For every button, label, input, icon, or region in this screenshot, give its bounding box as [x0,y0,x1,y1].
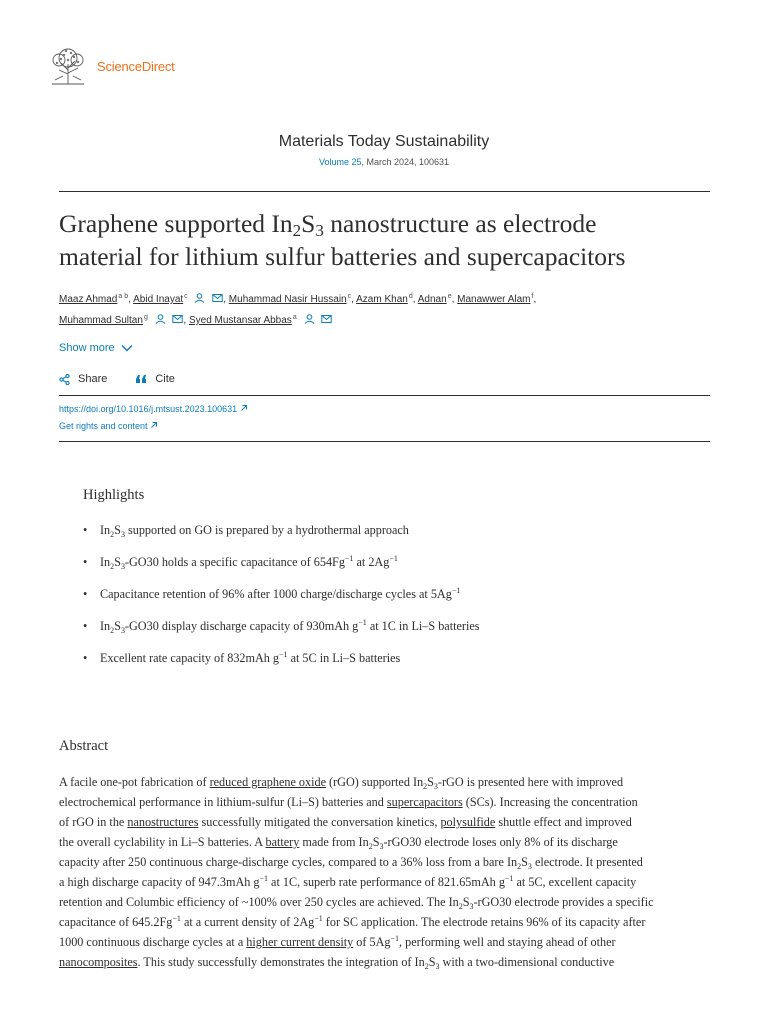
issue-info: , March 2024, 100631 [361,157,450,167]
person-icon[interactable] [155,314,166,324]
article-actions [59,373,175,385]
author-link[interactable]: Adnan [417,294,447,305]
highlight-item: • Capacitance retention of 96% after 1000 charge/discharge cycles at $5Ag^{-1}$ [83,586,461,601]
abstract-body: A facile one-pot fabrication of reduced graphene oxide (rGO) supported $In_2S_3$-rGO is presented here with improved electrochemical performance in lithium-sulfur (Li–S) batteries and supercapacitors (SCs). Increasing the concentration of rGO in the nanostructures successfully mitigated the conversation kinetics, polysulfide shuttle effect and improved the overall cyclability in Li–S batteries. A battery made from $In_2S_3-rGO30$ electrode loses only 8% of its discharge capacity after 250 continuous charge-discharge cycles, compared to a 36% loss from a bare $In_2S_3$ electrode. It presented a high discharge capacity of 947.3mAh $g^{-1}$ at 1C, superb rate performance of 821.65mAh $g^{-1}$ at 5C, excellent capacity retention and Columbic efficiency of ~100% over 250 cycles are achieved. The $In_2S_3-rGO30$ electrode provides a specific capacitance of $645.2Fg^{-1}$ at a current density of $2Ag^{-1}$ for SC application. The electrode retains 96% of its capacity after 1000 continuous discharge cycles at a higher current density of $5Ag^{-1}$, performing well and staying ahead of other nanocomposites. This study successfully demonstrates the integration of $In_2S_3$ with a two-dimensional conductive [59,775,654,971]
author-link[interactable]: Syed Mustansar Abbas [188,315,292,326]
author-list: Maaz Ahmad$^{a b}$, Abid Inayat$^c$ , Muhammad Nasir Hussain$^c$, Azam Khan$^d$, Adnan$^e$, Manawwer Alam$^f$, Muhammad Sultan$^g$ , Syed Mustansar Abbas$^a$ [59,293,537,326]
mail-icon[interactable] [212,293,223,303]
divider [59,395,710,396]
mail-icon[interactable] [321,314,332,324]
show-more-button[interactable]: Show more [59,342,133,354]
author-link[interactable]: Maaz Ahmad [59,294,118,305]
author-link[interactable]: Muhammad Sultan [59,315,143,326]
highlight-item: • $In_2S_3-GO30$ holds a specific capacitance of $654Fg^{-1}$ at $2Ag^{-1}$ [83,554,398,571]
person-icon[interactable] [194,293,205,303]
elsevier-tree-icon [47,46,89,86]
author-link[interactable]: Abid Inayat [133,294,184,305]
divider [59,191,710,192]
term-link[interactable]: nanocomposites [59,955,138,969]
term-link[interactable]: higher current density [246,935,354,949]
share-button[interactable]: Share [78,373,108,385]
highlight-item: • Excellent rate capacity of 832mAh $g^{-1}$ at 5C in Li–S batteries [83,650,401,665]
chevron-down-icon [121,344,133,352]
mail-icon[interactable] [172,314,183,324]
external-link-icon [150,421,158,429]
person-icon[interactable] [304,314,315,324]
share-icon[interactable] [59,374,70,385]
author-link[interactable]: Muhammad Nasir Hussain [228,294,347,305]
quote-icon[interactable] [135,374,147,384]
volume-link[interactable]: Volume 25 [318,157,362,167]
author-link[interactable]: Manawwer Alam [457,294,531,305]
journal-header [0,133,768,167]
author-link[interactable]: Azam Khan [356,294,408,305]
highlight-item: • $In_2S_3$ supported on GO is prepared by a hydrothermal approach [83,523,409,539]
rights-link[interactable]: Get rights and content [59,421,158,431]
cite-button[interactable]: Cite [155,373,175,385]
highlight-item: • $In_2S_3-GO30$ display discharge capacity of 930mAh $g^{-1}$ at 1C in Li–S batteries [83,618,480,635]
abstract-heading: Abstract [59,738,109,754]
external-link-icon [240,404,248,412]
article-title: Graphene supported $In_2S_3$ nanostructure as electrode material for lithium sulfur batteries and supercapacitors [59,209,626,271]
term-link[interactable]: nanostructures [127,815,199,829]
doi-link[interactable]: https://doi.org/10.1016/j.mtsust.2023.100631 [59,404,248,414]
journal-name[interactable]: Materials Today Sustainability [278,133,490,150]
highlights-heading: Highlights [83,487,145,503]
brand-name: ScienceDirect [97,58,175,74]
term-link[interactable]: supercapacitors [386,795,463,809]
divider [59,441,710,442]
term-link[interactable]: polysulfide [440,815,496,829]
term-link[interactable]: reduced graphene oxide [209,775,326,789]
volume-info [0,157,768,167]
publisher-logo[interactable] [47,46,175,86]
term-link[interactable]: battery [265,835,300,849]
